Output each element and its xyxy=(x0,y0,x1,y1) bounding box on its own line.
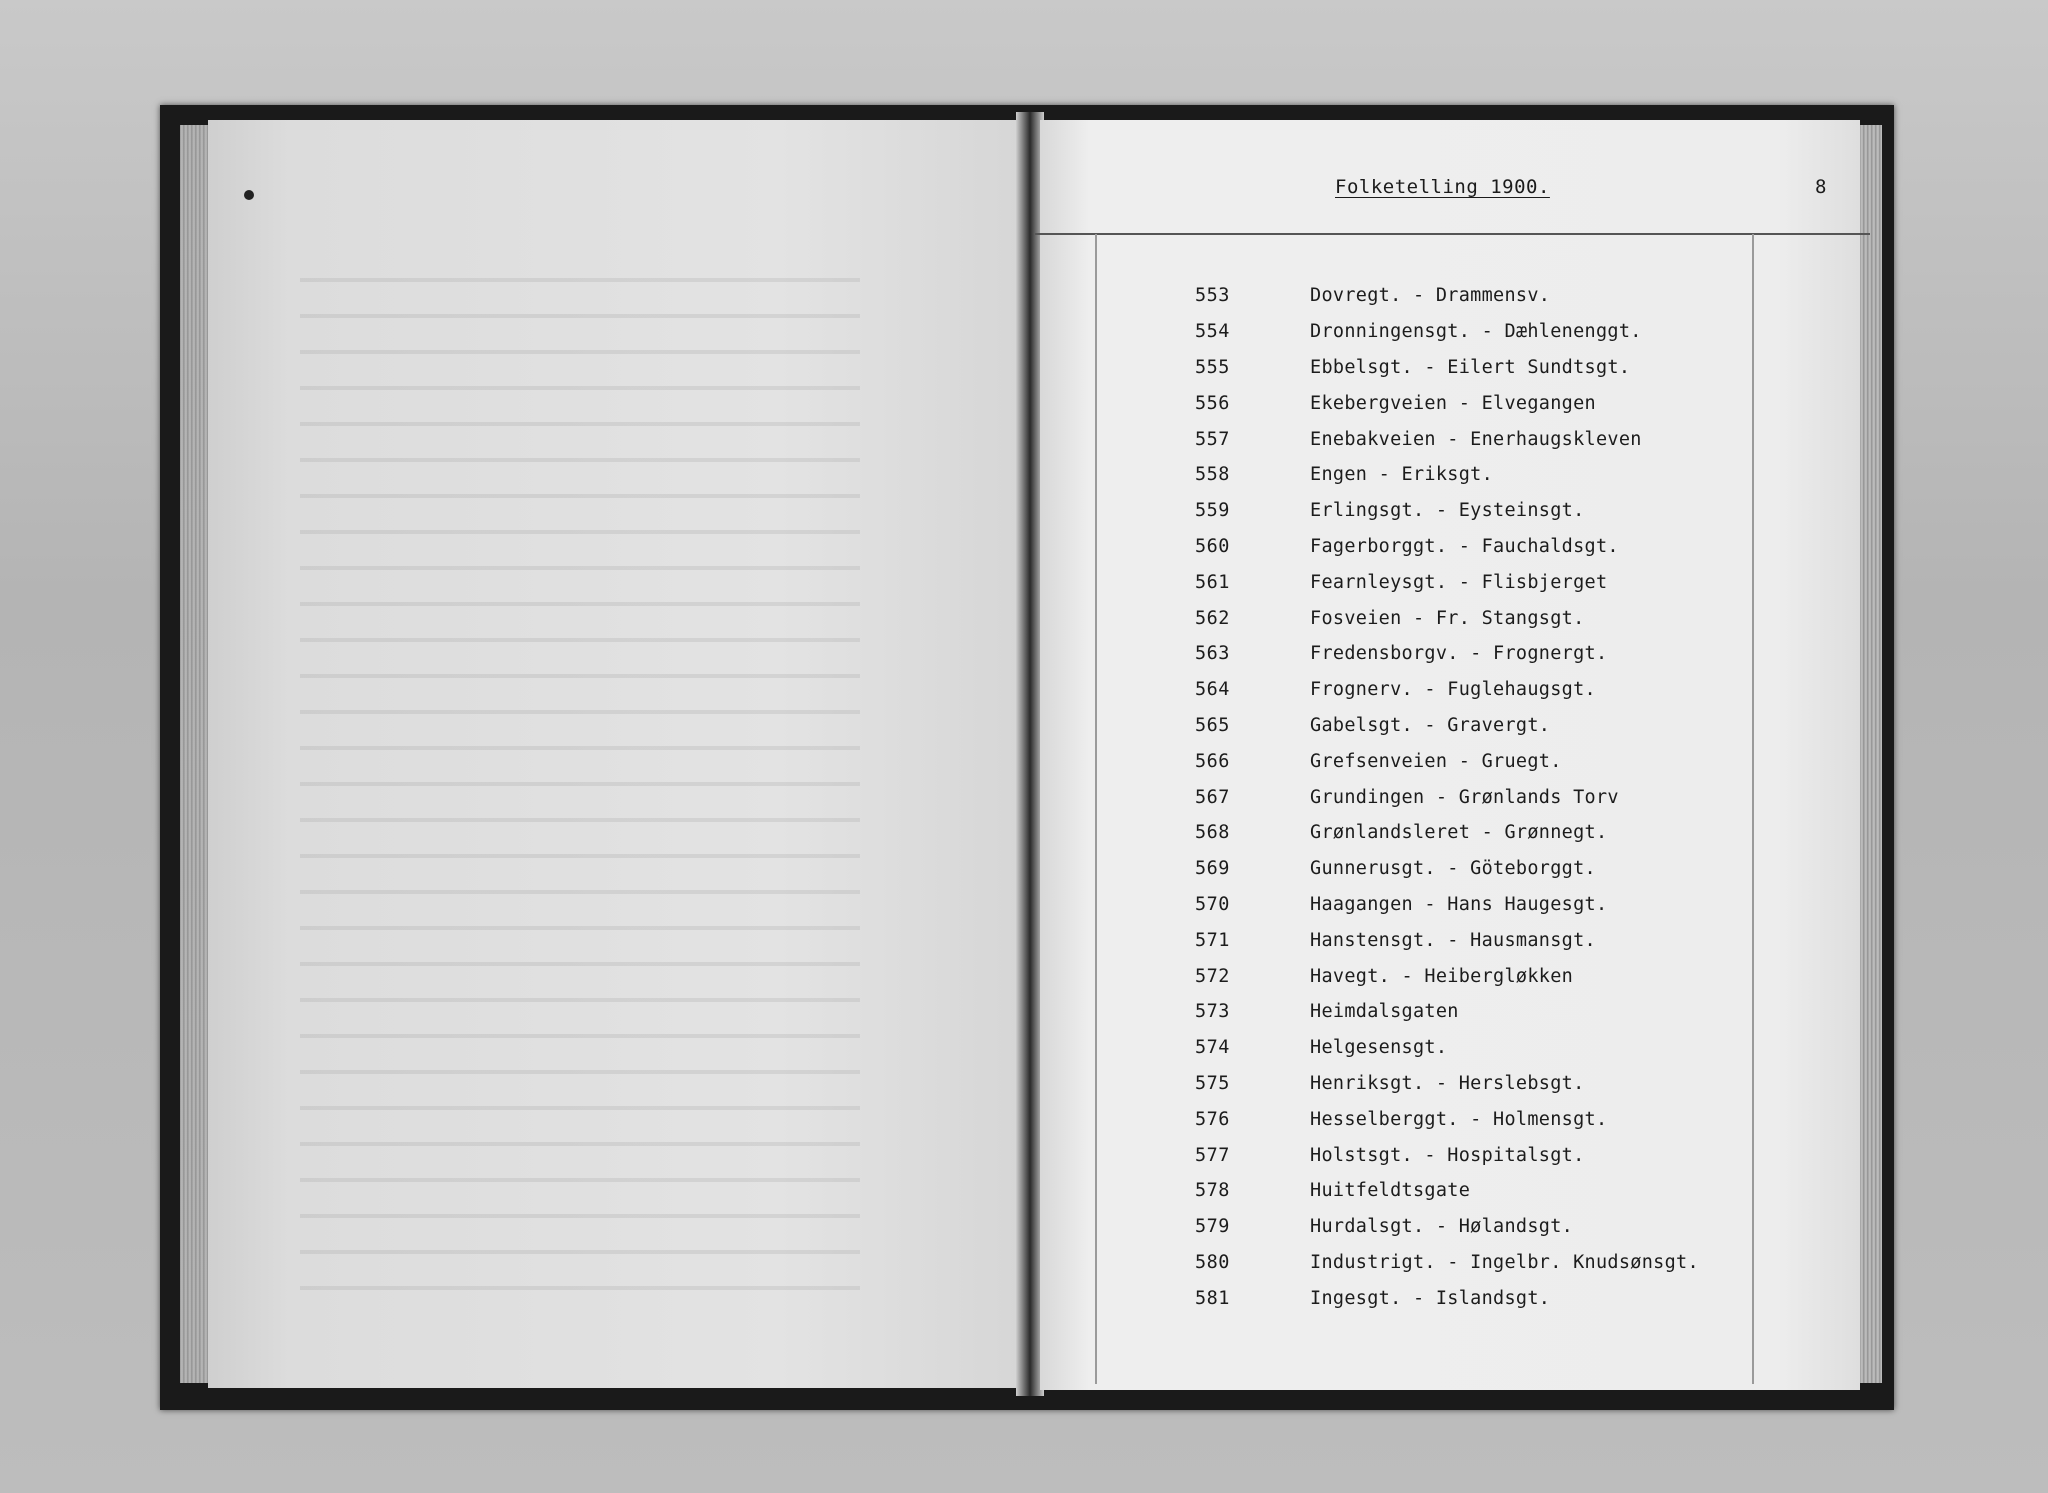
binding-hole-mark xyxy=(244,190,254,200)
list-item xyxy=(1195,350,1699,386)
left-page-edges xyxy=(180,125,208,1383)
entry-street-range: Hurdalsgt. - Hølandsgt. xyxy=(1310,1216,1574,1238)
list-item xyxy=(1195,1101,1699,1137)
list-item xyxy=(1195,278,1699,314)
show-through-text xyxy=(300,250,860,1320)
list-item xyxy=(1195,1030,1699,1066)
entry-street-range: Havegt. - Heibergløkken xyxy=(1310,965,1574,987)
margin-rule-right xyxy=(1752,234,1754,1384)
entry-street-range: Dronningensgt. - Dæhlenenggt. xyxy=(1310,321,1642,343)
list-item xyxy=(1195,851,1699,887)
list-item xyxy=(1195,600,1699,636)
entry-number: 577 xyxy=(1195,1144,1230,1166)
entry-street-range: Hanstensgt. - Hausmansgt. xyxy=(1310,929,1596,951)
entry-street-range: Fredensborgv. - Frognergt. xyxy=(1310,643,1608,665)
document-title: Folketelling 1900. xyxy=(1335,176,1550,198)
entry-street-range: Haagangen - Hans Haugesgt. xyxy=(1310,893,1608,915)
list-item xyxy=(1195,636,1699,672)
entry-street-range: Dovregt. - Drammensv. xyxy=(1310,285,1551,307)
list-item xyxy=(1195,743,1699,779)
entry-number: 557 xyxy=(1195,428,1230,450)
list-item xyxy=(1195,1209,1699,1245)
entry-number: 564 xyxy=(1195,679,1230,701)
entry-street-range: Ekebergveien - Elvegangen xyxy=(1310,392,1596,414)
header-rule xyxy=(1035,233,1870,235)
entry-number: 561 xyxy=(1195,571,1230,593)
entry-number: 569 xyxy=(1195,858,1230,880)
list-item xyxy=(1195,529,1699,565)
entry-street-range: Ingesgt. - Islandsgt. xyxy=(1310,1287,1551,1309)
entry-number: 558 xyxy=(1195,464,1230,486)
page-number: 8 xyxy=(1815,176,1827,198)
list-item xyxy=(1195,815,1699,851)
list-item xyxy=(1195,1137,1699,1173)
entry-street-range: Erlingsgt. - Eysteinsgt. xyxy=(1310,500,1585,522)
entry-number: 567 xyxy=(1195,786,1230,808)
entry-number: 570 xyxy=(1195,893,1230,915)
entry-number: 572 xyxy=(1195,965,1230,987)
entry-number: 579 xyxy=(1195,1216,1230,1238)
entry-street-range: Engen - Eriksgt. xyxy=(1310,464,1494,486)
list-item xyxy=(1195,887,1699,923)
entry-street-range: Ebbelsgt. - Eilert Sundtsgt. xyxy=(1310,356,1631,378)
list-item xyxy=(1195,385,1699,421)
entry-street-range: Fearnleysgt. - Flisbjerget xyxy=(1310,571,1608,593)
list-item xyxy=(1195,457,1699,493)
entry-number: 556 xyxy=(1195,392,1230,414)
list-item xyxy=(1195,708,1699,744)
entry-number: 571 xyxy=(1195,929,1230,951)
list-item xyxy=(1195,672,1699,708)
entry-number: 578 xyxy=(1195,1180,1230,1202)
entry-street-range: Heimdalsgaten xyxy=(1310,1001,1459,1023)
list-item xyxy=(1195,314,1699,350)
list-item xyxy=(1195,1066,1699,1102)
entry-street-range: Grønlandsleret - Grønnegt. xyxy=(1310,822,1608,844)
entry-street-range: Huitfeldtsgate xyxy=(1310,1180,1471,1202)
list-item xyxy=(1195,922,1699,958)
entry-street-range: Hesselberggt. - Holmensgt. xyxy=(1310,1108,1608,1130)
entry-number: 574 xyxy=(1195,1037,1230,1059)
list-item xyxy=(1195,493,1699,529)
list-item xyxy=(1195,994,1699,1030)
entry-number: 559 xyxy=(1195,500,1230,522)
right-page-edges xyxy=(1860,125,1882,1383)
entry-number: 553 xyxy=(1195,285,1230,307)
list-item xyxy=(1195,1173,1699,1209)
entry-number: 563 xyxy=(1195,643,1230,665)
entry-street-range: Enebakveien - Enerhaugskleven xyxy=(1310,428,1642,450)
list-item xyxy=(1195,564,1699,600)
entry-number: 581 xyxy=(1195,1287,1230,1309)
entry-number: 554 xyxy=(1195,321,1230,343)
entry-number: 560 xyxy=(1195,535,1230,557)
entry-number: 568 xyxy=(1195,822,1230,844)
entry-number: 562 xyxy=(1195,607,1230,629)
entry-street-range: Industrigt. - Ingelbr. Knudsønsgt. xyxy=(1310,1251,1699,1273)
entry-street-range: Gunnerusgt. - Göteborggt. xyxy=(1310,858,1596,880)
entry-street-range: Helgesensgt. xyxy=(1310,1037,1448,1059)
entry-number: 575 xyxy=(1195,1072,1230,1094)
entry-number: 580 xyxy=(1195,1251,1230,1273)
entry-street-range: Fosveien - Fr. Stangsgt. xyxy=(1310,607,1585,629)
entry-list xyxy=(1195,278,1699,1316)
margin-rule-left xyxy=(1095,234,1097,1384)
entry-street-range: Fagerborggt. - Fauchaldsgt. xyxy=(1310,535,1619,557)
entry-street-range: Holstsgt. - Hospitalsgt. xyxy=(1310,1144,1585,1166)
list-item xyxy=(1195,779,1699,815)
list-item xyxy=(1195,958,1699,994)
entry-street-range: Grundingen - Grønlands Torv xyxy=(1310,786,1619,808)
entry-number: 566 xyxy=(1195,750,1230,772)
entry-number: 573 xyxy=(1195,1001,1230,1023)
entry-street-range: Gabelsgt. - Gravergt. xyxy=(1310,714,1551,736)
list-item xyxy=(1195,1245,1699,1281)
entry-number: 576 xyxy=(1195,1108,1230,1130)
list-item xyxy=(1195,421,1699,457)
entry-street-range: Henriksgt. - Herslebsgt. xyxy=(1310,1072,1585,1094)
list-item xyxy=(1195,1280,1699,1316)
entry-number: 565 xyxy=(1195,714,1230,736)
entry-street-range: Frognerv. - Fuglehaugsgt. xyxy=(1310,679,1596,701)
entry-number: 555 xyxy=(1195,356,1230,378)
entry-street-range: Grefsenveien - Gruegt. xyxy=(1310,750,1562,772)
